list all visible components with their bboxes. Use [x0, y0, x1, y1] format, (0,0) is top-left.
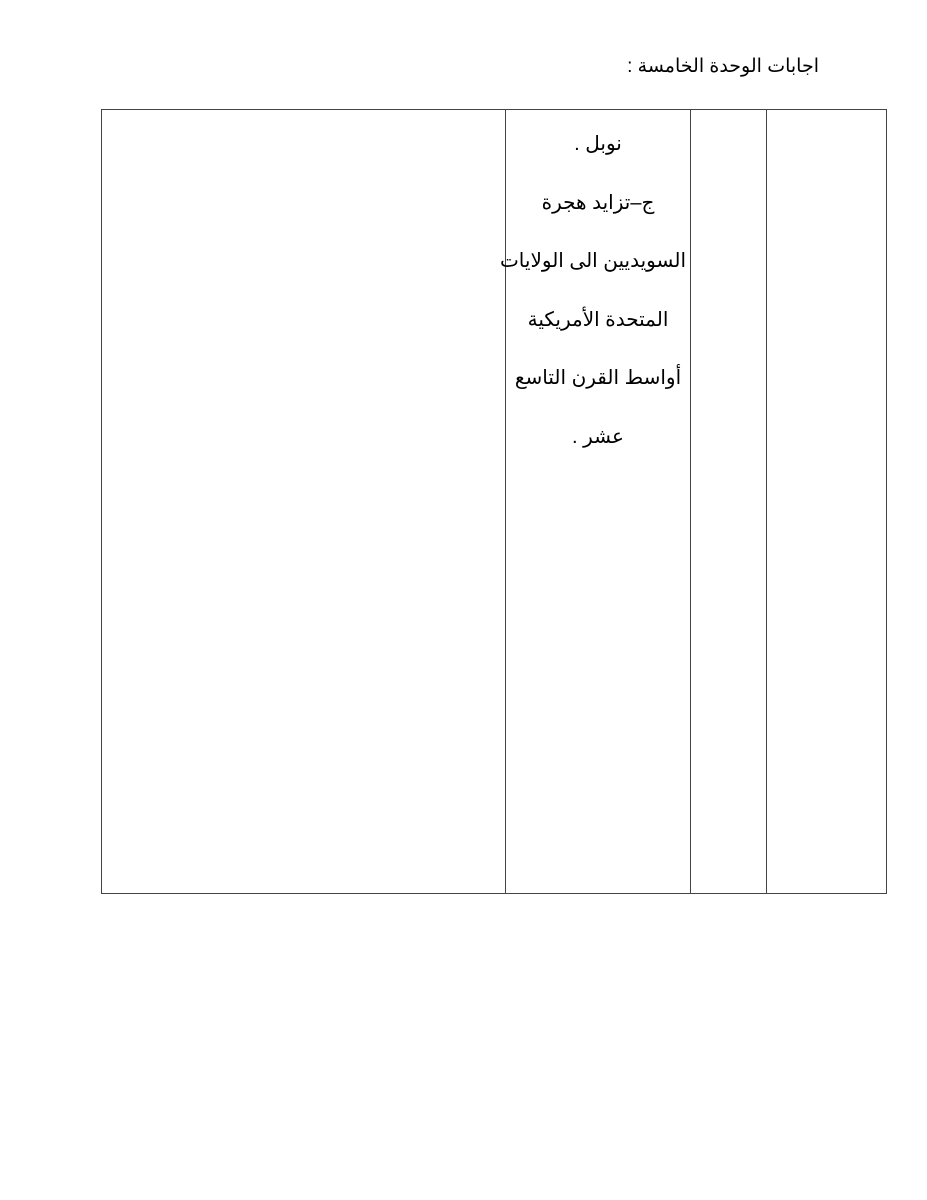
- answer-line: عشر .: [572, 425, 624, 448]
- answer-line: السويديين الى الولايات: [499, 250, 686, 272]
- notes-cell: [102, 110, 506, 894]
- answer-line: أواسط القرن التاسع: [514, 367, 682, 389]
- page-heading: اجابات الوحدة الخامسة :: [627, 56, 819, 77]
- table-row: [102, 110, 887, 894]
- answer-line: نوبل .: [574, 133, 622, 155]
- empty-cell: [691, 110, 767, 894]
- answer-cell: [499, 110, 691, 894]
- answers-table: [101, 109, 887, 894]
- answer-line: المتحدة الأمريكية: [527, 308, 669, 331]
- answer-text: [499, 110, 690, 471]
- empty-cell: [767, 110, 887, 894]
- answer-line: ج–تزايد هجرة: [541, 191, 655, 214]
